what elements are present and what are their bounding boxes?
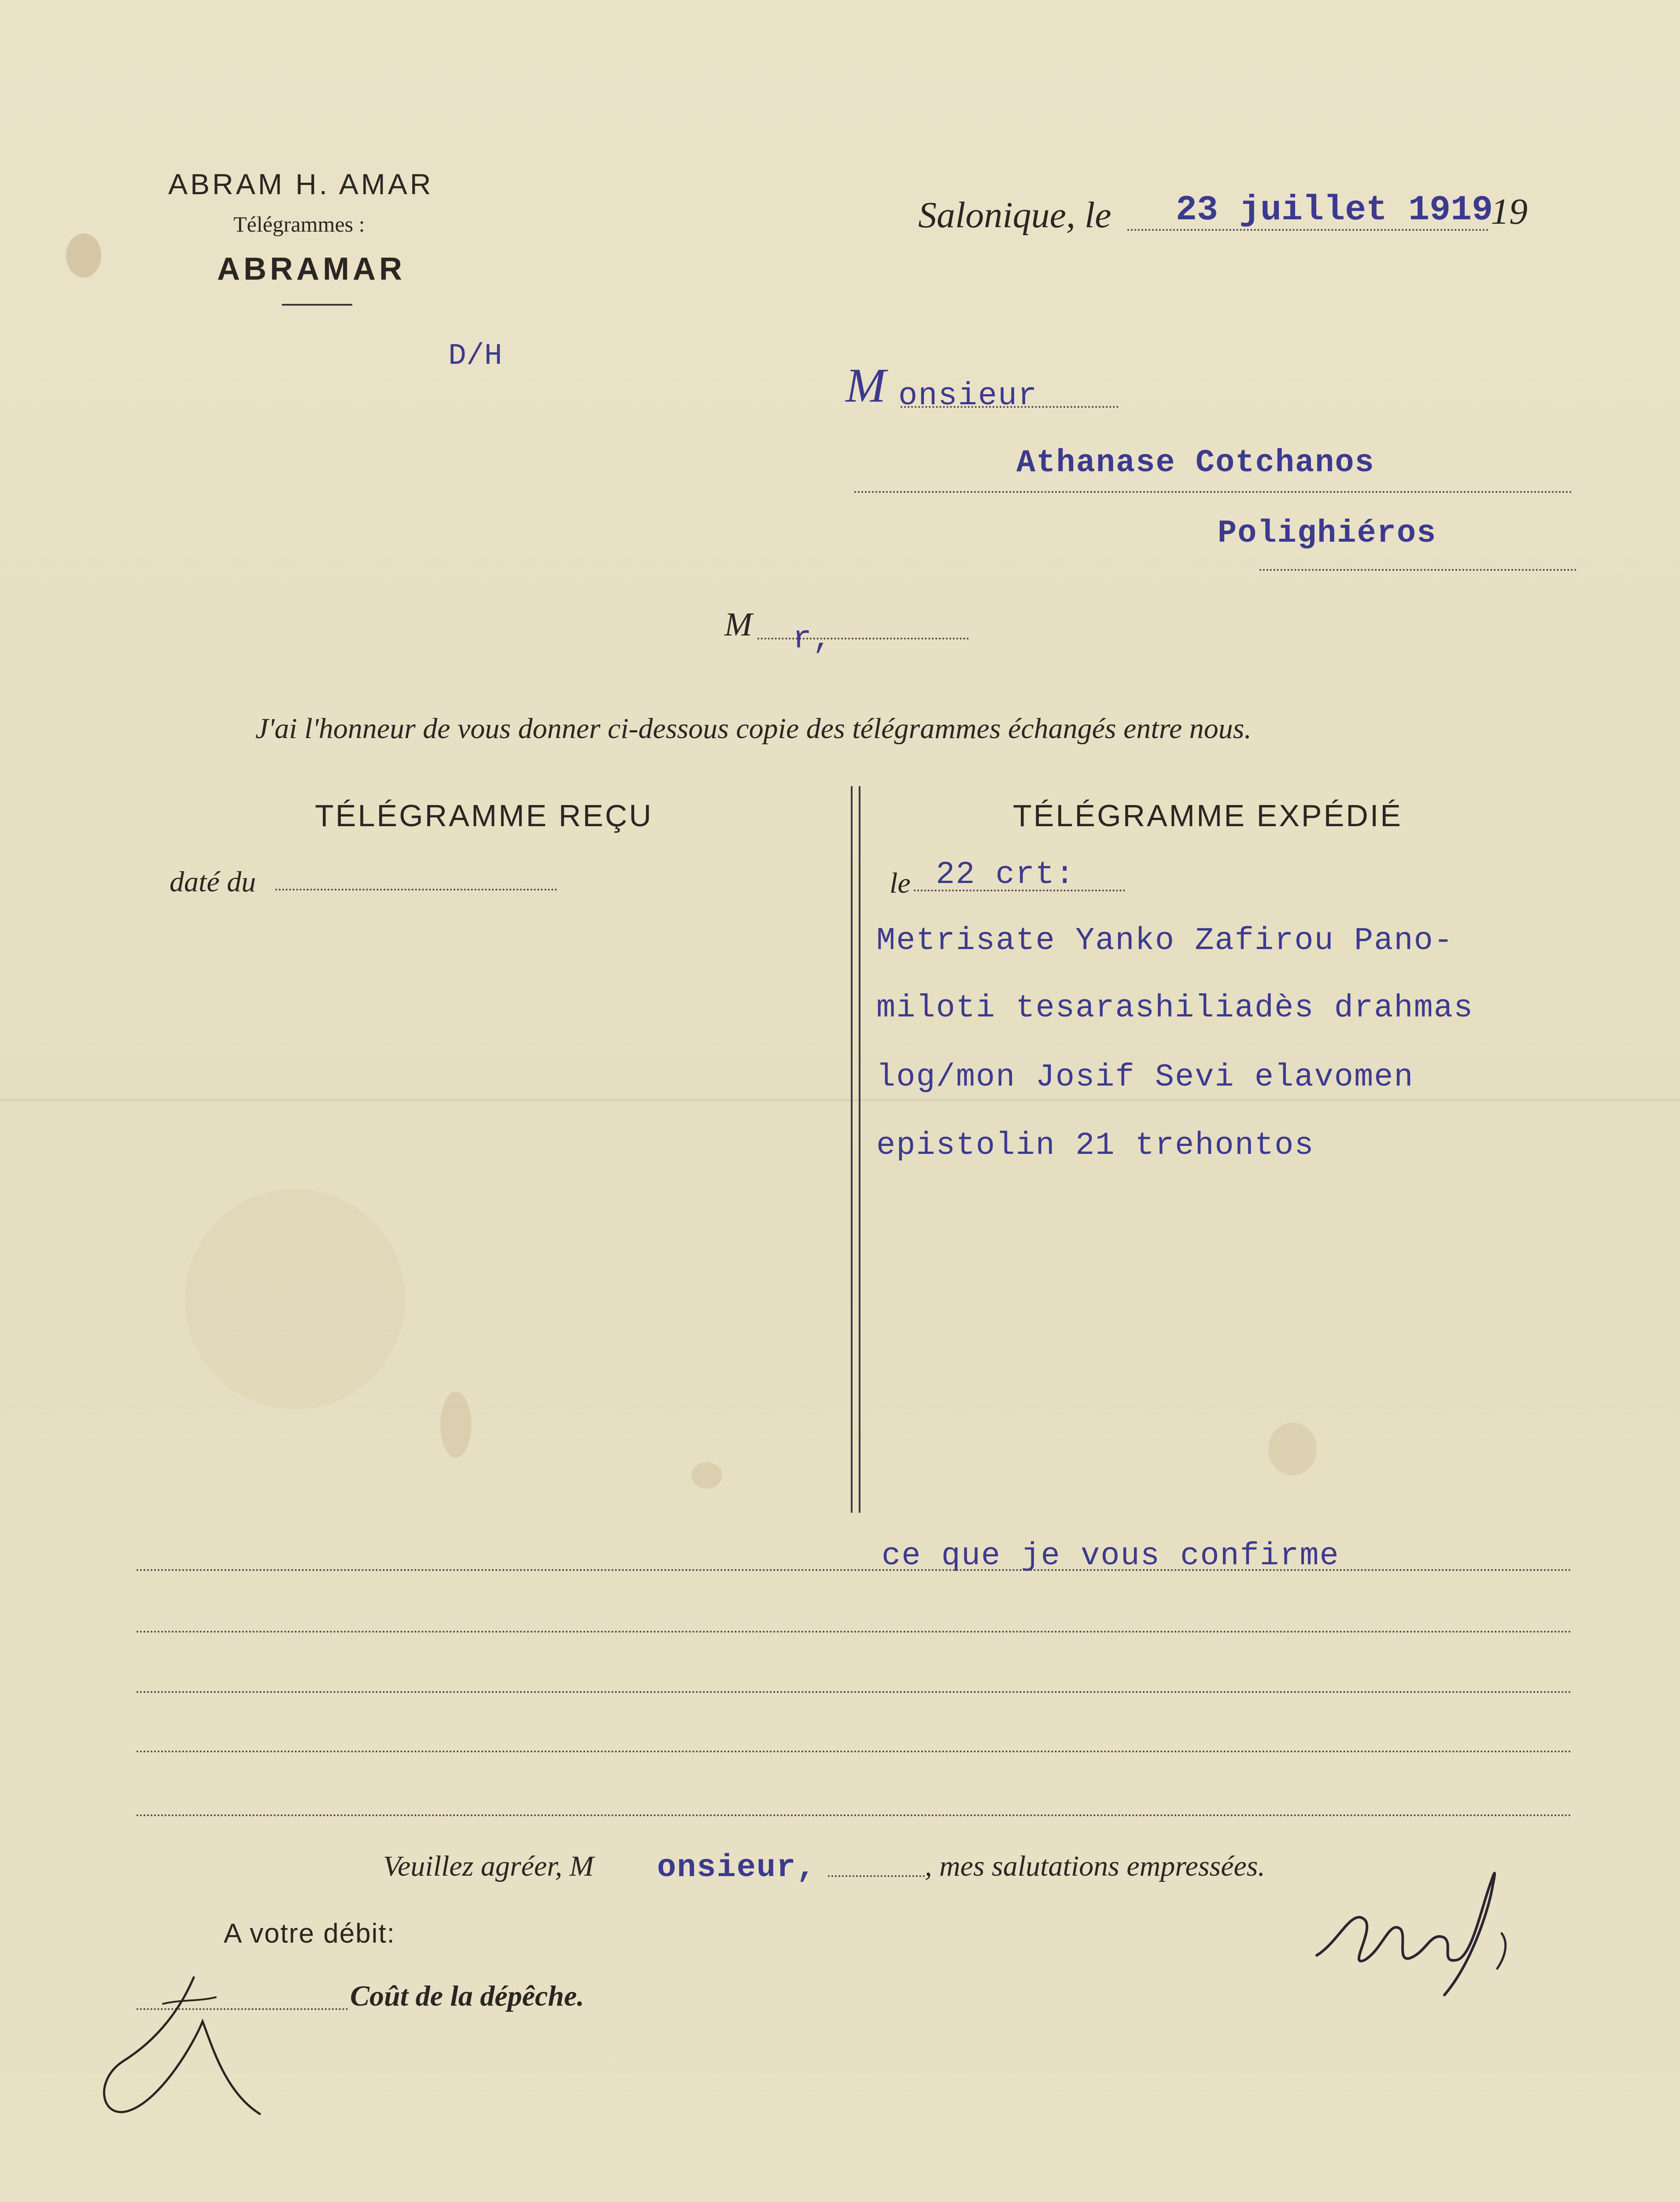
sent-text-line: epistolin 21 trehontos — [876, 1127, 1314, 1164]
recipient-salutation: onsieur — [898, 378, 1038, 414]
paper-fold — [0, 1099, 1680, 1101]
ruled-line — [137, 1569, 1572, 1571]
letterhead-name: ABRAM H. AMAR — [168, 168, 434, 200]
sent-date-value: 22 crt: — [936, 857, 1075, 893]
stain — [66, 233, 101, 277]
handwritten-flourish — [92, 1969, 277, 2136]
debit-label: A votre débit: — [224, 1918, 395, 1949]
sent-text-line: log/mon Josif Sevi elavomen — [876, 1059, 1414, 1095]
cost-label: Coût de la dépêche. — [350, 1980, 584, 2012]
sent-text-line: miloti tesarashiliadès drahmas — [876, 990, 1474, 1026]
recipient-name: Athanase Cotchanos — [1016, 445, 1375, 481]
dateline-dotted-line — [1127, 229, 1488, 231]
received-date-dotted-line — [275, 889, 557, 890]
sent-date-label: le — [890, 867, 911, 899]
received-date-label: daté du — [170, 866, 256, 898]
ruled-line — [137, 1691, 1572, 1693]
closing-prefix: Veuillez agréer, M — [383, 1850, 594, 1882]
sent-title: TÉLÉGRAMME EXPÉDIÉ — [1013, 798, 1403, 833]
ruled-line — [137, 1751, 1572, 1752]
recipient-place-dotted-line — [1259, 569, 1577, 571]
dateline-handwritten-year: 19 — [1491, 191, 1528, 232]
stain — [1268, 1422, 1317, 1475]
greeting-prefix: M — [724, 606, 753, 643]
stain — [440, 1392, 471, 1458]
letterhead-telegram-label: Télégrammes : — [233, 212, 365, 236]
recipient-place: Polighiéros — [1218, 515, 1437, 551]
ruled-line — [137, 1631, 1572, 1633]
recipient-name-dotted-line — [854, 491, 1572, 493]
sent-date-dotted-line — [914, 890, 1125, 891]
greeting-dotted-line — [757, 638, 969, 639]
signature — [1312, 1854, 1524, 2013]
received-title: TÉLÉGRAMME REÇU — [315, 798, 653, 833]
closing-dotted-line — [828, 1875, 925, 1877]
column-divider — [851, 786, 860, 1513]
salutation-dotted-line — [901, 406, 1119, 408]
intro-text: J'ai l'honneur de vous donner ci-dessous copie des télégrammes échangés entre nous. — [255, 713, 1252, 745]
salutation-initial: M — [846, 358, 886, 412]
stain — [185, 1189, 405, 1409]
dateline-prefix: Salonique, le — [918, 195, 1111, 236]
stain — [691, 1462, 722, 1489]
closing-suffix: , mes salutations empressées. — [925, 1850, 1265, 1882]
dateline-typed-date: 23 juillet 1919 — [1176, 190, 1493, 230]
reference-code: D/H — [448, 339, 502, 373]
letterhead-rule — [282, 304, 352, 306]
closing-typed: onsieur, — [657, 1850, 816, 1886]
sent-text-line: Metrisate Yanko Zafirou Pano- — [876, 923, 1454, 959]
sent-confirmation: ce que je vous confirme — [882, 1538, 1340, 1574]
ruled-line — [137, 1814, 1572, 1816]
greeting-typed: r, — [793, 621, 833, 657]
letterhead-telegram-code: ABRAMAR — [217, 251, 406, 287]
